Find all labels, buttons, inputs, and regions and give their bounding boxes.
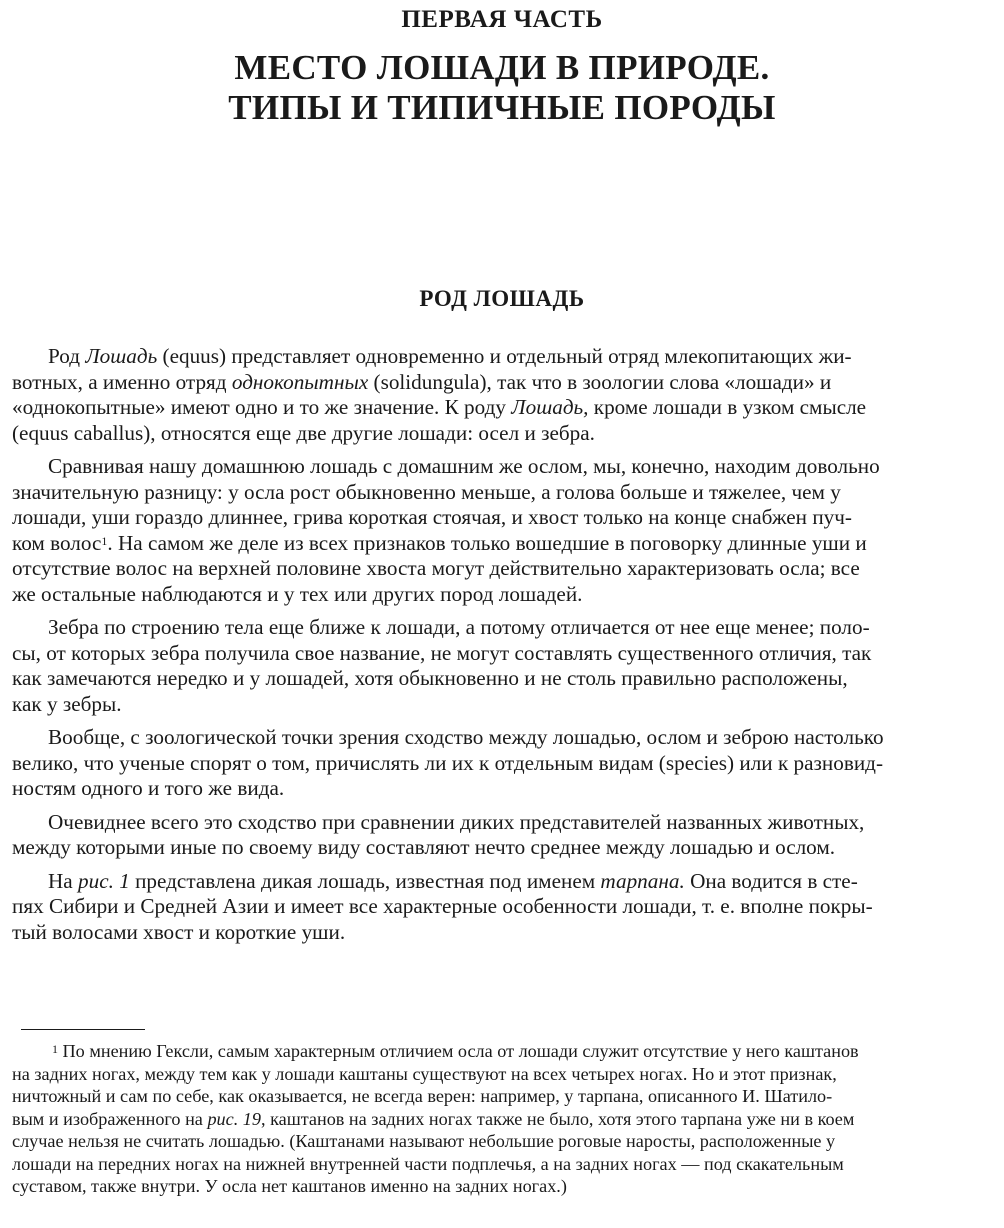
footnote-line: суставом, также внутри. У осла нет каштанов именно на задних ногах.) <box>12 1176 567 1196</box>
text-line: Сравнивая нашу домашнюю лошадь с домашним же ослом, мы, конечно, находим довольно <box>48 454 880 478</box>
title-line: ТИПЫ И ТИПИЧНЫЕ ПОРОДЫ <box>228 88 776 127</box>
text-line: «однокопытные» имеют одно и то же значение. К роду Лошадь, кроме лошади в узком смысле <box>12 395 867 419</box>
text-line: между которыми иные по своему виду составляют нечто среднее между лошадью и ослом. <box>12 835 836 859</box>
text-line: отсутствие волос на верхней половине хвоста могут действительно характеризовать осла; все <box>12 556 860 580</box>
text-line: вотных, а именно отряд однокопытных (solidungula), так что в зоологии слова «лошади» и <box>12 369 832 394</box>
text-line: (equus caballus), относятся еще две другие лошади: осел и зебра. <box>12 420 595 445</box>
text-line: как замечаются нередко и у лошадей, хотя обыкновенно и не столь правильно расположены, <box>12 666 848 690</box>
figure-reference: рис. 19 <box>207 1108 261 1129</box>
italic-term: Лошадь, <box>511 395 589 419</box>
text-line: На рис. 1 представлена дикая лошадь, известная под именем тарпана. Она водится в сте- <box>48 868 858 893</box>
text-line: значительную разницу: у осла рост обыкновенно меньше, а голова больше и тяжелее, чем у <box>12 479 841 504</box>
text-line: ком волос$^1$. На самом же деле из всех признаков только вошедшие в поговорку длинные уши и <box>12 530 867 555</box>
footnote <box>0 1040 1004 1198</box>
text-line: же остальные наблюдаются и у тех или других пород лошадей. <box>12 581 583 606</box>
page-title <box>0 48 1004 128</box>
text-line: Зебра по строению тела еще ближе к лошади, а потому отличается от нее еще менее; поло- <box>48 615 870 639</box>
footnote-line: лошади на передних ногах на нижней внутренней части подплечья, а на задних ногах — под скакательным <box>12 1153 844 1174</box>
footnote-line: $^1$ По мнению Гексли, самым характерным отличием осла от лошади служит отсутствие у него каштанов <box>52 1041 859 1061</box>
footnote-line: случае нельзя не считать лошадью. (Каштанами называют небольшие роговые наросты, расположенные у <box>12 1131 836 1151</box>
part-label: ПЕРВАЯ ЧАСТЬ <box>401 6 603 33</box>
footnote-number: 1 <box>52 1042 58 1056</box>
footnote-line: вым и изображенного на рис. 19, каштанов на задних ногах также не было, хотя этого тарпана уже ни в коем <box>12 1108 855 1129</box>
text-line: велико, что ученые спорят о том, причислять ли их к отдельным видам (species) или к разновид- <box>12 750 884 775</box>
body-text <box>0 344 1004 945</box>
text-line: сы, от которых зебра получила свое название, не могут составлять существенного отличия, так <box>12 640 872 665</box>
text-line: пях Сибири и Средней Азии и имеет все характерные особенности лошади, т. е. вполне покры- <box>12 894 873 918</box>
figure-reference: рис. 1 <box>78 868 130 893</box>
text-line: тый волосами хвост и короткие уши. <box>12 919 346 944</box>
text-line: лошади, уши гораздо длиннее, грива короткая стоячая, и хвост только на конце снабжен пуч- <box>12 505 852 529</box>
text-line: Очевиднее всего это сходство при сравнении диких представителей названных животных, <box>48 809 865 834</box>
footnote-line: на задних ногах, между тем как у лошади каштаны существуют на всех четырех ногах. Но и этот признак, <box>12 1063 837 1084</box>
title-line: МЕСТО ЛОШАДИ В ПРИРОДЕ. <box>234 48 770 87</box>
text-line: как у зебры. <box>12 691 122 716</box>
footnote-divider <box>21 1029 145 1030</box>
italic-term: Лошадь <box>85 344 158 368</box>
footnote-marker[interactable]: 1 <box>101 533 108 548</box>
text-line: Вообще, с зоологической точки зрения сходство между лошадью, ослом и зеброю настолько <box>48 725 884 749</box>
text-line: Род Лошадь (equus) представляет одновременно и отдельный отряд млекопитающих жи- <box>48 344 852 368</box>
footnote-line: ничтожный и сам по себе, как оказывается, не всегда верен: например, у тарпана, описанного И. Шатило- <box>12 1086 833 1106</box>
italic-term: однокопытных <box>231 369 369 394</box>
italic-term: тарпана. <box>600 868 685 893</box>
text-line: ностям одного и того же вида. <box>12 776 285 800</box>
section-title: РОД ЛОШАДЬ <box>419 286 585 311</box>
